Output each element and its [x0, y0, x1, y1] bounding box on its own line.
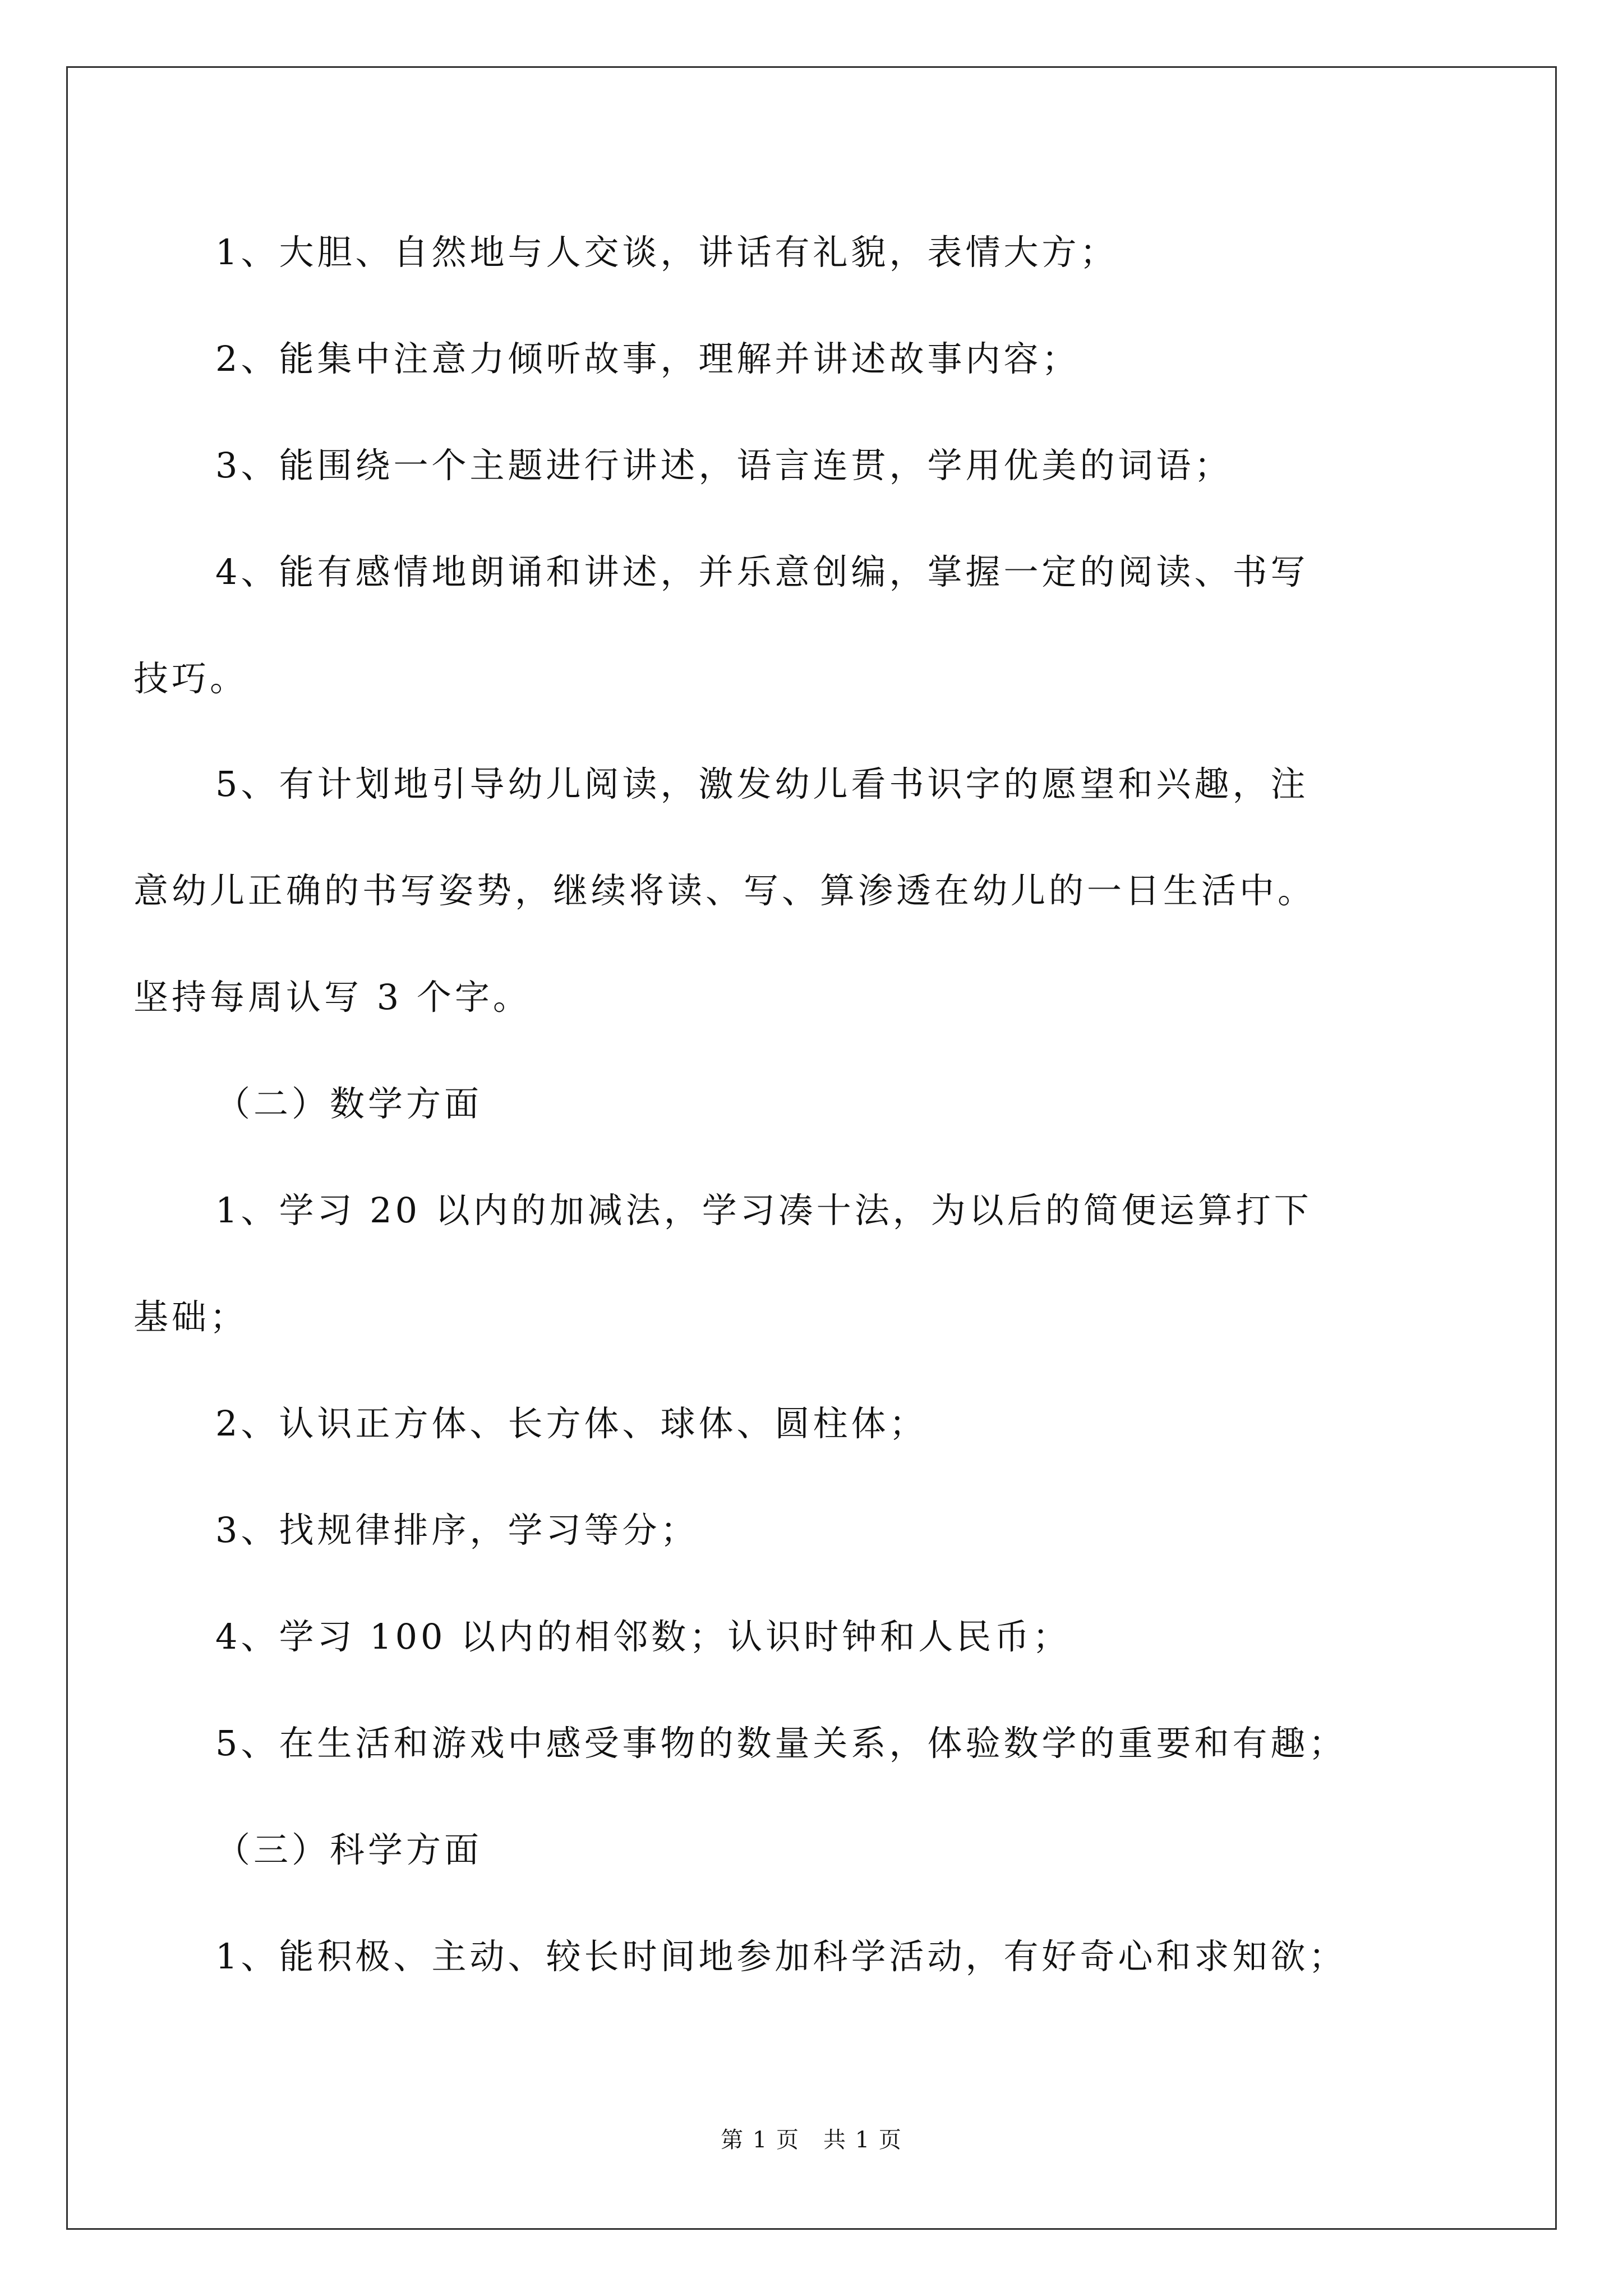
- list-item-continuation: 技巧。: [133, 658, 248, 699]
- list-item: 4、学习 100 以内的相邻数；认识时钟和人民币；: [215, 1616, 1071, 1657]
- section-heading: （二）数学方面: [215, 1083, 483, 1124]
- list-item-continuation: 基础；: [133, 1296, 248, 1337]
- list-item-continuation: 意幼儿正确的书写姿势，继续将读、写、算渗透在幼儿的一日生活中。: [133, 870, 1316, 911]
- list-item: 4、能有感情地朗诵和讲述，并乐意创编，掌握一定的阅读、书写: [215, 551, 1309, 592]
- list-item: 3、能围绕一个主题进行讲述，语言连贯，学用优美的词语；: [215, 445, 1233, 486]
- list-item: 3、找规律排序，学习等分；: [215, 1510, 699, 1550]
- list-item: 1、能积极、主动、较长时间地参加科学活动，有好奇心和求知欲；: [215, 1936, 1347, 1977]
- list-item: 5、在生活和游戏中感受事物的数量关系，体验数学的重要和有趣；: [215, 1723, 1347, 1764]
- page-number-footer: 第 1 页 共 1 页: [721, 2127, 902, 2153]
- list-item: 5、有计划地引导幼儿阅读，激发幼儿看书识字的愿望和兴趣，注: [215, 763, 1309, 804]
- list-item: 2、能集中注意力倾听故事，理解并讲述故事内容；: [215, 338, 1080, 379]
- list-item: 2、认识正方体、长方体、球体、圆柱体；: [215, 1403, 928, 1444]
- list-item-continuation: 坚持每周认写 3 个字。: [133, 977, 531, 1018]
- section-heading: （三）科学方面: [215, 1829, 483, 1870]
- list-item: 1、大胆、自然地与人交谈，讲话有礼貌，表情大方；: [215, 232, 1118, 273]
- list-item: 1、学习 20 以内的加减法，学习凑十法，为以后的简便运算打下: [215, 1190, 1312, 1231]
- page-border: [66, 66, 1557, 2230]
